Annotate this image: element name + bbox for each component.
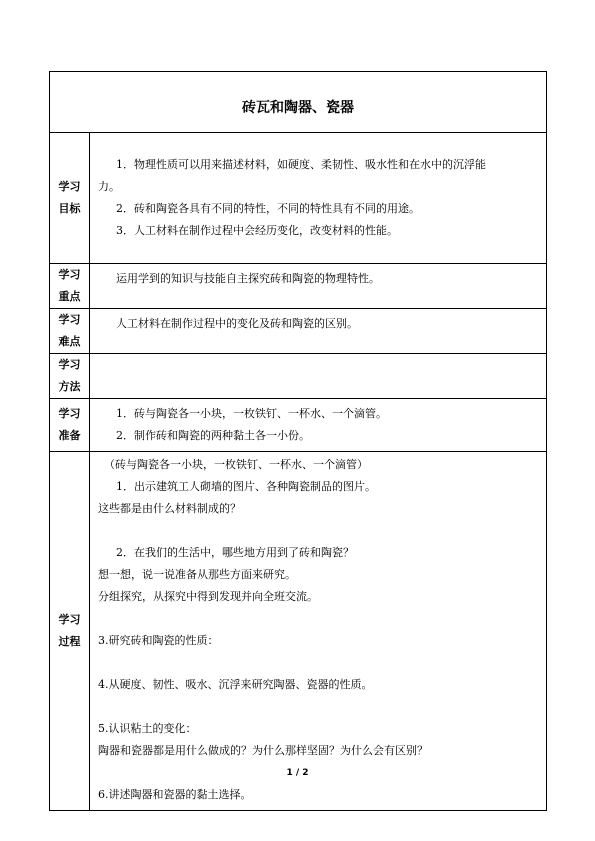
focus-line: 运用学到的知识与技能自主探究砖和陶瓷的物理特性。: [116, 272, 380, 285]
process-line: （砖与陶瓷各一小块，一枚铁钉、一杯水、一个滴管）: [104, 458, 368, 471]
goal-line: 1．物理性质可以用来描述材料，如硬度、柔韧性、吸水性和在水中的沉浮能: [116, 158, 486, 171]
content-process: [90, 452, 547, 811]
process-line: 2．在我们的生活中，哪些地方用到了砖和陶瓷？: [116, 546, 354, 559]
difficulty-line: 人工材料在制作过程中的变化及砖和陶瓷的区别。: [116, 317, 358, 330]
goal-line: 力。: [98, 180, 120, 193]
process-line: 这些都是由什么材料制成的？: [98, 502, 241, 515]
content-method: [90, 354, 547, 399]
row-goal: [50, 133, 547, 264]
goal-line: 2．砖和陶瓷各具有不同的特性，不同的特性具有不同的用途。: [116, 202, 420, 215]
content-prep: [90, 399, 547, 452]
row-prep: [50, 399, 547, 452]
row-method: [50, 354, 547, 399]
content-goal: [90, 133, 547, 264]
process-line: 3.研究砖和陶瓷的性质：: [98, 634, 219, 647]
process-spacer: [116, 652, 538, 674]
label-process: 学习 过程: [50, 452, 90, 811]
row-focus: [50, 264, 547, 309]
prep-line: 1．砖与陶瓷各一小块，一枚铁钉、一杯水、一个滴管。: [116, 407, 387, 420]
process-line: 1．出示建筑工人砌墙的图片、各种陶瓷制品的图片。: [116, 480, 376, 493]
goal-line: 3．人工材料在制作过程中会经历变化，改变材料的性能。: [116, 224, 398, 237]
title-cell: [50, 72, 547, 133]
label-prep: 学习 准备: [50, 399, 90, 452]
process-line: 分组探究，从探究中得到发现并向全班交流。: [98, 590, 318, 603]
title-row: [50, 72, 547, 133]
row-process: [50, 452, 547, 811]
row-difficulty: [50, 309, 547, 354]
page-title: 砖瓦和陶器、瓷器: [242, 100, 354, 116]
process-line: 6.讲述陶器和瓷器的黏土选择。: [98, 788, 252, 801]
prep-line: 2．制作砖和陶瓷的两种黏土各一小份。: [116, 429, 310, 442]
content-focus: [90, 264, 547, 309]
process-spacer: [116, 520, 538, 542]
process-spacer: [116, 608, 538, 630]
process-line: 4.从硬度、韧性、吸水、沉浮来研究陶器、瓷器的性质。: [98, 678, 373, 691]
process-line: 想一想，说一说准备从那些方面来研究。: [98, 568, 296, 581]
page-number: 1 / 2: [286, 768, 309, 778]
lesson-plan-table: [49, 71, 547, 811]
process-spacer: [116, 696, 538, 718]
process-line: 陶器和瓷器都是用什么做成的？为什么那样坚固？为什么会有区别？: [98, 744, 428, 757]
process-line: 5.认识粘土的变化：: [98, 722, 197, 735]
label-method: 学习 方法: [50, 354, 90, 399]
label-goal: 学习 目标: [50, 133, 90, 264]
label-focus: 学习 重点: [50, 264, 90, 309]
content-difficulty: [90, 309, 547, 354]
label-difficulty: 学习 难点: [50, 309, 90, 354]
